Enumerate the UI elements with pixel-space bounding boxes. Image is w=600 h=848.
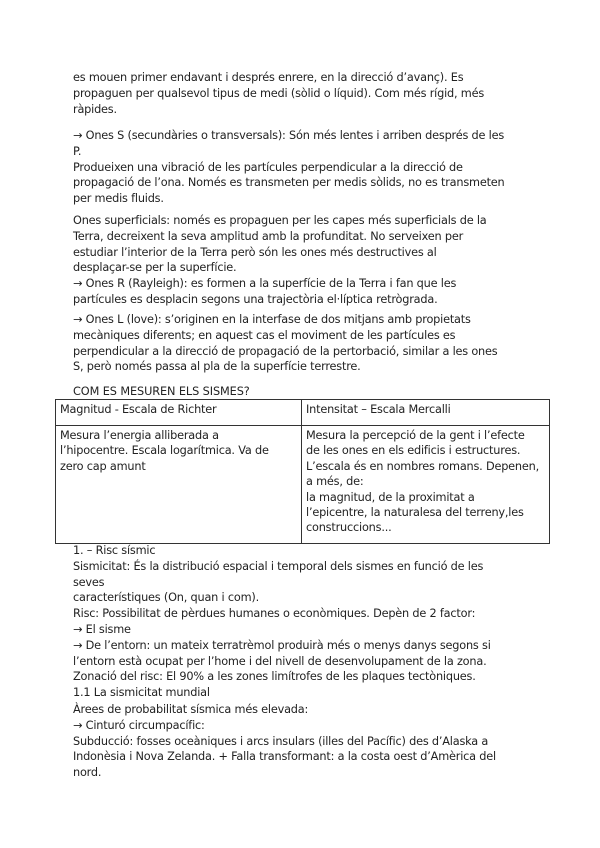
arees-sismiques-section: Àrees de probabilitat sísmica més elevada: → Cinturó circumpacífic: Subducció: fosses oceàniques i arcs insulars (illes del Pacífic) des d’Alaska a Indonèsia i Nova Zelanda. + Falla transformant: a la costa oest d’Amèrica del nord. (73, 703, 496, 780)
risc-sismic-section: 1. – Risc sísmic Sismicitat: És la distribució espacial i temporal dels sismes en funció de les seves característiques (On, quan i com). Risc: Possibilitat de pèrdues humanes o econòmiques. Depèn de 2 factor: → El sisme → De l’entorn: un mateix terratrèmol produirà més o menys danys segons si l’entorn està ocupat per l’home i del nivell de desenvolupament de la zona. Zonació del risc: El 90% a les zones limítrofes de les plaques tectòniques. 1.1 La sismicitat mundial (73, 544, 491, 700)
ones-p-continuation: es mouen primer endavant i després enrere, en la direcció d’avanç). Es propaguen per qualsevol tipus de medi (sòlid o líquid). Com més rígid, més ràpides. (73, 71, 485, 116)
header-cell-magnitud: Magnitud - Escala de Richter (56, 400, 302, 426)
table-row (56, 426, 550, 544)
ones-l-paragraph: → Ones L (love): s’originen en la interfase de dos mitjans amb propietats mecàniques diferents; en aquest cas el moviment de les partícules es perpendicular a la direcció de propagació de la pertorbació, similar a les ones S, però només passa al pla de la superfície terrestre. (73, 313, 498, 374)
cell-magnitud-description: Mesura l’energia alliberada a l’hipocentre. Escala logarítmica. Va de zero cap amunt (56, 426, 302, 544)
cell-intensitat-description: Mesura la percepció de la gent i l’efecte de les ones en els edificis i estructures. L’escala és en nombres romans. Depenen, a més, de: la magnitud, de la proximitat a l’epicentre, la naturalesa del terreny,les construccions... (302, 426, 550, 544)
table-header-row (56, 400, 550, 426)
measurement-table (55, 399, 550, 544)
section-heading-mesura: COM ES MESUREN ELS SISMES? (73, 385, 250, 398)
header-cell-intensitat: Intensitat – Escala Mercalli (302, 400, 550, 426)
ones-superficials-paragraph: Ones superficials: només es propaguen per les capes més superficials de la Terra, decreixent la seva amplitud amb la profunditat. No serveixen per estudiar l’interior de la Terra però són les ones més destructives al desplaçar-se per la superfície. → Ones R (Rayleigh): es formen a la superfície de la Terra i fan que les partícules es desplacin segons una trajectòria el·líptica retrògrada. (73, 214, 487, 306)
ones-s-paragraph: → Ones S (secundàries o transversals): Són més lentes i arriben després de les P. Produeixen una vibració de les partícules perpendicular a la direcció de propagació de l’ona. Només es transmeten per medis sòlids, no es transmeten per medis fluids. (73, 129, 505, 206)
